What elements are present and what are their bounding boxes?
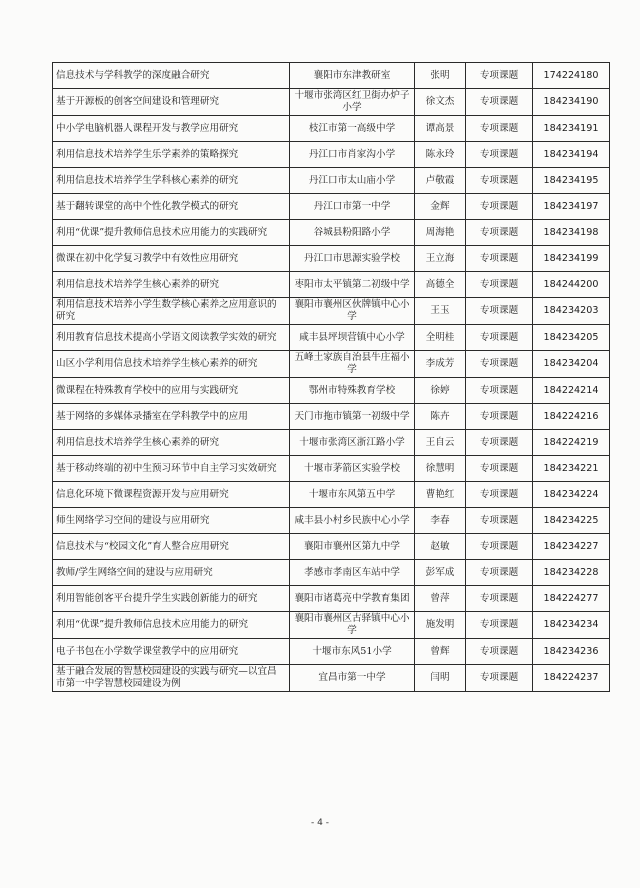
unit-cell: 襄阳市东津教研室 (290, 63, 415, 89)
number-cell: 184234221 (533, 456, 610, 482)
number-cell: 184234205 (533, 325, 610, 351)
person-cell: 闫明 (415, 665, 466, 692)
project-title-cell: 利用“优课”提升教师信息技术应用能力的实践研究 (53, 220, 290, 246)
person-cell: 李成芳 (415, 351, 466, 378)
project-title-cell: 教师/学生网络空间的建设与应用研究 (53, 560, 290, 586)
project-title-cell: 利用智能创客平台提升学生实践创新能力的研究 (53, 586, 290, 612)
unit-cell: 丹江口市肖家沟小学 (290, 142, 415, 168)
type-cell: 专项课题 (466, 298, 533, 325)
table-row (53, 560, 610, 586)
type-cell: 专项课题 (466, 560, 533, 586)
unit-cell: 襄阳市诸葛亮中学教育集团 (290, 586, 415, 612)
person-cell: 曾辉 (415, 639, 466, 665)
number-cell: 184234190 (533, 89, 610, 116)
table-row (53, 246, 610, 272)
number-cell: 184224216 (533, 404, 610, 430)
person-cell: 赵敏 (415, 534, 466, 560)
project-title-cell: 信息化环境下微课程资源开发与应用研究 (53, 482, 290, 508)
table-row (53, 89, 610, 116)
number-cell: 184234227 (533, 534, 610, 560)
person-cell: 彭军成 (415, 560, 466, 586)
person-cell: 陈卉 (415, 404, 466, 430)
project-title-cell: 利用信息技术培养学生学科核心素养的研究 (53, 168, 290, 194)
project-title-cell: 利用信息技术培养学生核心素养的研究 (53, 272, 290, 298)
table-row (53, 63, 610, 89)
unit-cell: 丹江口市第一中学 (290, 194, 415, 220)
project-title-cell: 微课在初中化学复习教学中有效性应用研究 (53, 246, 290, 272)
person-cell: 李春 (415, 508, 466, 534)
person-cell: 王玉 (415, 298, 466, 325)
project-title-cell: 利用信息技术培养学生核心素养的研究 (53, 430, 290, 456)
number-cell: 184234228 (533, 560, 610, 586)
table-row (53, 508, 610, 534)
number-cell: 184234195 (533, 168, 610, 194)
person-cell: 徐慧明 (415, 456, 466, 482)
unit-cell: 襄阳市襄州区伙牌镇中心小学 (290, 298, 415, 325)
table-row (53, 272, 610, 298)
unit-cell: 五峰土家族自治县牛庄福小学 (290, 351, 415, 378)
project-title-cell: 利用教育信息技术提高小学语文阅读教学实效的研究 (53, 325, 290, 351)
table-row (53, 665, 610, 692)
project-title-cell: 山区小学利用信息技术培养学生核心素养的研究 (53, 351, 290, 378)
project-title-cell: 师生网络学习空间的建设与应用研究 (53, 508, 290, 534)
person-cell: 全明桂 (415, 325, 466, 351)
type-cell: 专项课题 (466, 534, 533, 560)
type-cell: 专项课题 (466, 325, 533, 351)
number-cell: 184234224 (533, 482, 610, 508)
unit-cell: 丹江口市思源实验学校 (290, 246, 415, 272)
person-cell: 周海艳 (415, 220, 466, 246)
number-cell: 184224277 (533, 586, 610, 612)
unit-cell: 襄阳市襄州区古驿镇中心小学 (290, 612, 415, 639)
project-title-cell: 电子书包在小学数学课堂教学中的应用研究 (53, 639, 290, 665)
table-row (53, 639, 610, 665)
project-title-cell: 中小学电脑机器人课程开发与教学应用研究 (53, 116, 290, 142)
table-row (53, 220, 610, 246)
project-title-cell: 基于融合发展的智慧校园建设的实践与研究—以宜昌市第一中学智慧校园建设为例 (53, 665, 290, 692)
project-title-cell: 利用“优课”提升教师信息技术应用能力的研究 (53, 612, 290, 639)
type-cell: 专项课题 (466, 116, 533, 142)
type-cell: 专项课题 (466, 665, 533, 692)
unit-cell: 宜昌市第一中学 (290, 665, 415, 692)
person-cell: 施发明 (415, 612, 466, 639)
table-row (53, 351, 610, 378)
unit-cell: 十堰市东风第五中学 (290, 482, 415, 508)
type-cell: 专项课题 (466, 508, 533, 534)
type-cell: 专项课题 (466, 220, 533, 246)
unit-cell: 十堰市茅箭区实验学校 (290, 456, 415, 482)
number-cell: 184234234 (533, 612, 610, 639)
project-title-cell: 利用信息技术培养学生乐学素养的策略探究 (53, 142, 290, 168)
table-row (53, 456, 610, 482)
table-row (53, 404, 610, 430)
unit-cell: 咸丰县小村乡民族中心小学 (290, 508, 415, 534)
table-row (53, 586, 610, 612)
type-cell: 专项课题 (466, 430, 533, 456)
page-number: - 4 - (311, 818, 329, 828)
table-row (53, 142, 610, 168)
table-row (53, 534, 610, 560)
number-cell: 184234236 (533, 639, 610, 665)
table-row (53, 116, 610, 142)
unit-cell: 孝感市孝南区车站中学 (290, 560, 415, 586)
person-cell: 王立海 (415, 246, 466, 272)
project-title-cell: 基于网络的多媒体录播室在学科教学中的应用 (53, 404, 290, 430)
number-cell: 184234199 (533, 246, 610, 272)
person-cell: 曹艳红 (415, 482, 466, 508)
project-table-body (53, 63, 610, 692)
number-cell: 184224219 (533, 430, 610, 456)
number-cell: 184234204 (533, 351, 610, 378)
table-row (53, 298, 610, 325)
type-cell: 专项课题 (466, 456, 533, 482)
project-title-cell: 利用信息技术培养小学生数学核心素养之应用意识的研究 (53, 298, 290, 325)
person-cell: 徐婷 (415, 378, 466, 404)
project-title-cell: 基于移动终端的初中生预习环节中自主学习实效研究 (53, 456, 290, 482)
type-cell: 专项课题 (466, 639, 533, 665)
unit-cell: 枝江市第一高级中学 (290, 116, 415, 142)
table-row (53, 325, 610, 351)
person-cell: 王自云 (415, 430, 466, 456)
project-table (52, 62, 610, 692)
type-cell: 专项课题 (466, 194, 533, 220)
number-cell: 184234194 (533, 142, 610, 168)
table-row (53, 378, 610, 404)
project-title-cell: 基于翻转课堂的高中个性化教学模式的研究 (53, 194, 290, 220)
type-cell: 专项课题 (466, 246, 533, 272)
table-row (53, 194, 610, 220)
type-cell: 专项课题 (466, 482, 533, 508)
number-cell: 184224237 (533, 665, 610, 692)
project-title-cell: 微课程在特殊教育学校中的应用与实践研究 (53, 378, 290, 404)
number-cell: 184234197 (533, 194, 610, 220)
table-row (53, 612, 610, 639)
number-cell: 184234203 (533, 298, 610, 325)
type-cell: 专项课题 (466, 378, 533, 404)
person-cell: 张明 (415, 63, 466, 89)
unit-cell: 襄阳市襄州区第九中学 (290, 534, 415, 560)
unit-cell: 十堰市张湾区红卫街办炉子小学 (290, 89, 415, 116)
type-cell: 专项课题 (466, 586, 533, 612)
table-row (53, 430, 610, 456)
type-cell: 专项课题 (466, 404, 533, 430)
unit-cell: 谷城县粉阳路小学 (290, 220, 415, 246)
type-cell: 专项课题 (466, 63, 533, 89)
type-cell: 专项课题 (466, 89, 533, 116)
type-cell: 专项课题 (466, 168, 533, 194)
number-cell: 184244200 (533, 272, 610, 298)
type-cell: 专项课题 (466, 351, 533, 378)
unit-cell: 十堰市张湾区浙江路小学 (290, 430, 415, 456)
person-cell: 谭高景 (415, 116, 466, 142)
unit-cell: 鄂州市特殊教育学校 (290, 378, 415, 404)
type-cell: 专项课题 (466, 272, 533, 298)
person-cell: 陈永玲 (415, 142, 466, 168)
project-title-cell: 信息技术与“校园文化”育人整合应用研究 (53, 534, 290, 560)
person-cell: 徐文杰 (415, 89, 466, 116)
number-cell: 184224214 (533, 378, 610, 404)
unit-cell: 枣阳市太平镇第二初级中学 (290, 272, 415, 298)
unit-cell: 天门市拖市镇第一初级中学 (290, 404, 415, 430)
number-cell: 184234198 (533, 220, 610, 246)
person-cell: 金辉 (415, 194, 466, 220)
number-cell: 174224180 (533, 63, 610, 89)
number-cell: 184234225 (533, 508, 610, 534)
type-cell: 专项课题 (466, 142, 533, 168)
number-cell: 184234191 (533, 116, 610, 142)
unit-cell: 丹江口市太山庙小学 (290, 168, 415, 194)
table-row (53, 482, 610, 508)
project-title-cell: 信息技术与学科教学的深度融合研究 (53, 63, 290, 89)
type-cell: 专项课题 (466, 612, 533, 639)
unit-cell: 十堰市东风51小学 (290, 639, 415, 665)
person-cell: 高德全 (415, 272, 466, 298)
person-cell: 曾萍 (415, 586, 466, 612)
project-title-cell: 基于开源板的创客空间建设和管理研究 (53, 89, 290, 116)
table-row (53, 168, 610, 194)
person-cell: 卢敬霞 (415, 168, 466, 194)
unit-cell: 咸丰县坪坝营镇中心小学 (290, 325, 415, 351)
